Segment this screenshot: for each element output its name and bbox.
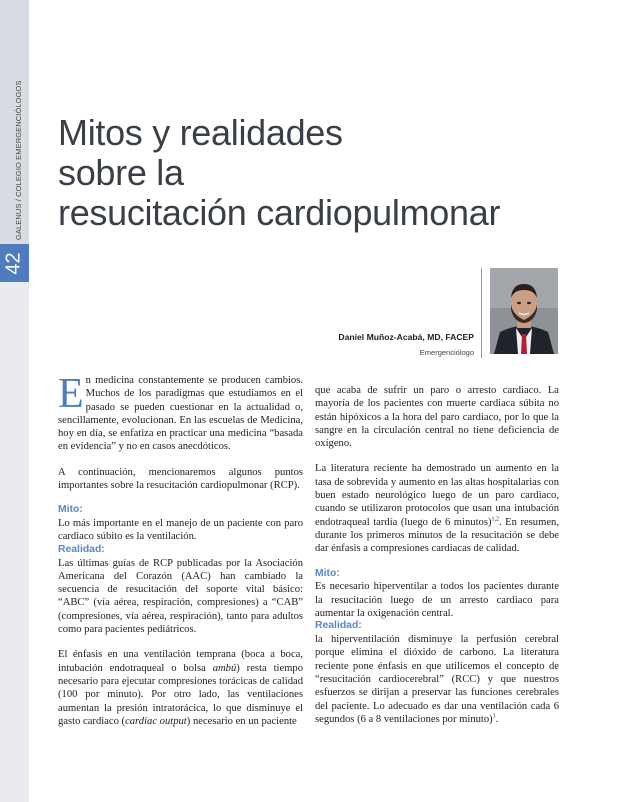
para5-text-c: ) necesario en un paciente <box>186 715 297 727</box>
reality-label: Realidad: <box>315 620 362 632</box>
author-divider <box>481 268 482 358</box>
myth-label: Mito: <box>315 567 340 579</box>
reality-1 <box>58 544 303 637</box>
myth-text: Es necesario hiperventilar a todos los pacientes durante la resucitación luego de un arresto cardiaco para aumentar la oxigenación central. <box>315 581 559 619</box>
para5-text-a: El énfasis en una ventilación temprana (boca a boca, intubación endotraqueal o bolsa <box>58 649 303 674</box>
reality-label: Realidad: <box>58 543 105 555</box>
citation-sup: 1 <box>492 713 496 720</box>
citation-sup: 1,2 <box>491 516 499 523</box>
reality-2 <box>315 620 559 726</box>
myth-label: Mito: <box>58 504 83 516</box>
intro-paragraph <box>58 371 303 454</box>
page-number-text: 42 <box>3 251 25 275</box>
drop-cap: E <box>58 371 84 417</box>
title-line-3: resucitación cardiopulmonar <box>58 192 501 233</box>
col2-para2-text-b: . En resumen, durante los primeros minutos de la resucitación se debe dar énfasis a compresiones cardiacas de calidad. <box>315 516 559 555</box>
myth-2 <box>315 568 559 621</box>
author-portrait-illustration <box>490 268 558 354</box>
author-photo <box>490 268 558 354</box>
reality-text: Las últimas guías de RCP publicadas por la Asociación Americana del Corazón (AAC) han cambiado la secuencia de resucitación del soporte vital básico: “ABC” (vía aérea, respiración, compresiones) a “CAB” (compresiones, vía aérea, respiración), tanto para adultos como para pacientes pediátricos. <box>58 557 303 636</box>
column-left <box>58 371 304 740</box>
para5-text-b: ) resta tiempo necesario para ejecutar compresiones torácicas de calidad (100 por minuto). Por otro lado, las ventilaciones aumentan la presión intratorácica, lo que disminuye el gasto cardiaco ( <box>58 662 304 727</box>
article-title <box>58 113 578 233</box>
author-name: Daniel Muñoz-Acabá, MD, FACEP <box>338 332 474 342</box>
paragraph-5 <box>58 648 303 728</box>
col2-paragraph-1: que acaba de sufrir un paro o arresto cardiaco. La mayoría de los pacientes con muerte cardiaca súbita no están hipóxicos a la hora del paro cardiaco, por lo que la sangre en la circulación central no tiene deficiencia de oxígeno. <box>315 385 559 450</box>
intro-text: n medicina constantemente se producen cambios. Muchos de los paradigmas que estudiamos en el pasado se pueden cuestionar en la actualidad o, sencillamente, evolucionan. En las escuelas de Medicina, hoy en día, se enfatiza en practicar una medicina “basada en evidencia” y no en casos anecdóticos. <box>58 375 303 453</box>
author-role: Emergenciólogo <box>419 348 474 357</box>
para5-cardiac-output: cardiac output <box>125 715 187 727</box>
para5-ambu: ambú <box>212 662 237 674</box>
reality-text-a: la hiperventilación disminuye la perfusión cerebral porque elimina el dióxido de carbono. La literatura reciente pone énfasis en que utilicemos el concepto de “resucitación cardiocerebral” (RCC) y que nuestros esfuerzos se dirijan a preservar las funciones cerebrales del paciente. Lo adecuado es dar una ventilación cada 6 segundos (6 a 8 ventilaciones por minuto) <box>315 634 559 725</box>
myth-1 <box>58 504 303 543</box>
col2-para2-text-a: La literatura reciente ha demostrado un aumento en la tasa de sobrevida y aumento en las altas hospitalarias con buen estado neurológico luego de un paro cardiaco, cuando se utilizaron protocolos que usan una intubación endotraqueal tardía (luego de 6 minutos) <box>315 463 559 528</box>
running-head: GALENUS / COLEGIO EMERGENCIÓLOGOS <box>14 80 23 240</box>
reality-text-b: . <box>495 713 499 725</box>
title-line-1: Mitos y realidades <box>58 112 343 153</box>
column-right <box>315 384 559 738</box>
paragraph-2: A continuación, mencionaremos algunos puntos importantes sobre la resucitación cardiopulmonar (RCP). <box>58 466 303 492</box>
col2-paragraph-2 <box>315 462 559 555</box>
myth-text: Lo más importante en el manejo de un paciente con paro cardiaco súbito es la ventilación. <box>58 518 303 543</box>
page-number <box>0 244 29 282</box>
title-line-2: sobre la <box>58 152 184 193</box>
